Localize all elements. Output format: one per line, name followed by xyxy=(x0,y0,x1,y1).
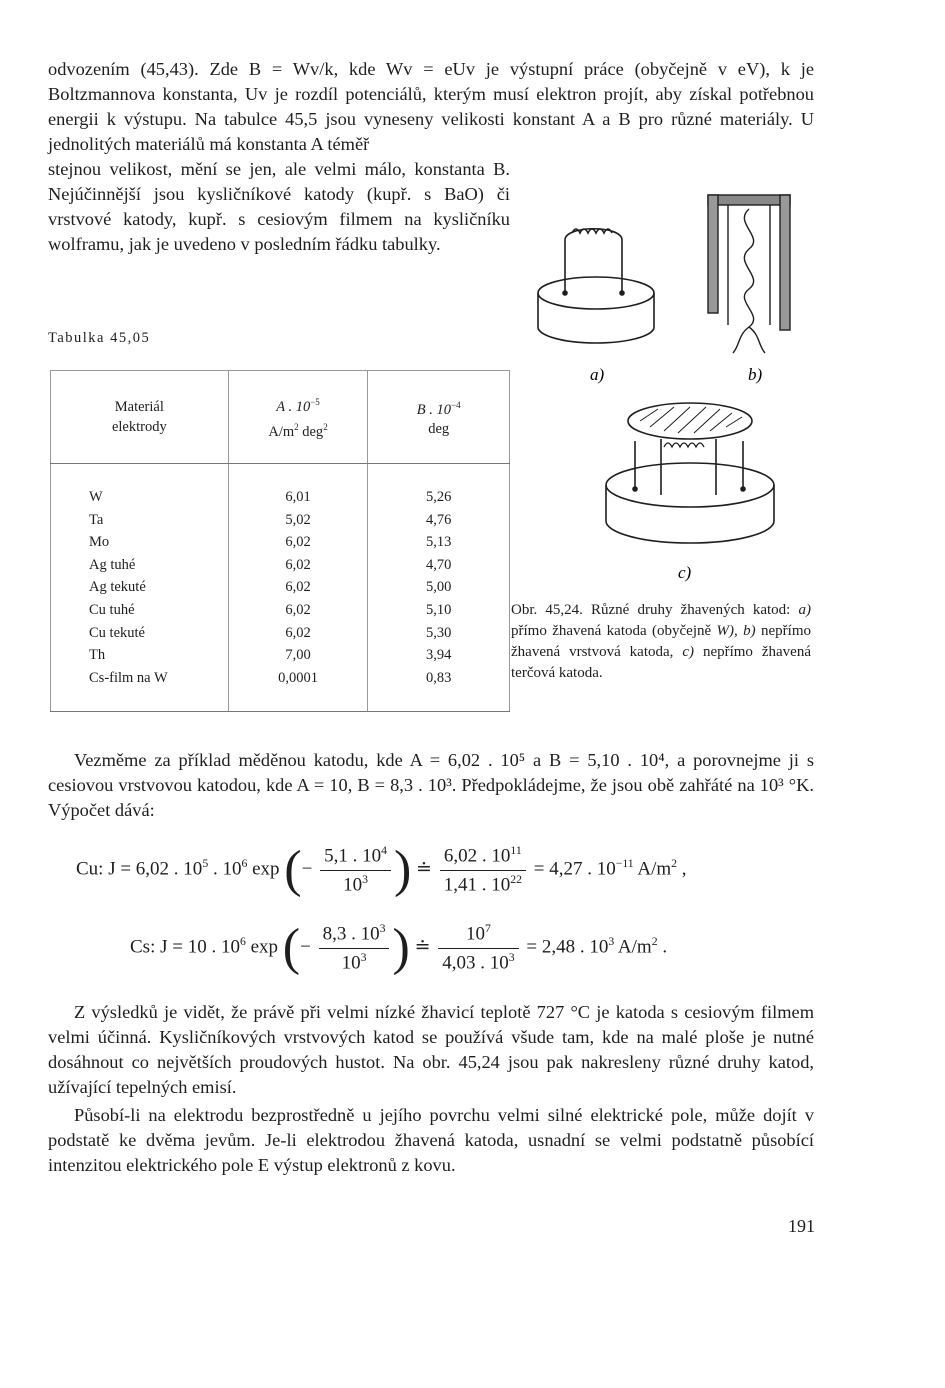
conclusion-paragraph: Z výsledků je vidět, že právě při velmi nízké žhavicí teplotě 727 °C je katoda s cesiovým filmem velmi účinná. Kysličníkových vrstvových katod se používá všude tam, kde na malé ploše je nutné dosáhnout co největších proudových hustot. Na obr. 45,24 jsou pak nakresleny různé druhy katod, užívající tepelných emisí. xyxy=(48,1002,814,1097)
header-b-exp: −4 xyxy=(451,399,461,410)
eq-cs-lhs-exp: 6 xyxy=(239,935,246,949)
b-cell: 5,26 xyxy=(425,489,452,505)
eq-cu-paren-open: ( xyxy=(284,841,302,898)
b-cell: 5,13 xyxy=(425,534,452,551)
example-paragraph: Vezměme za příklad měděnou katodu, kde A = 6,02 . 10⁵ a B = 5,10 . 10⁴, a porovnejme ji s cesiovou vrstvovou katodou, kde A = 10, B = 8,3 . 10³. Předpokládejme, že jsou obě zahřáté na 10³ °K. Výpočet dává: xyxy=(48,750,814,820)
eq-cu-tail: , xyxy=(677,858,687,880)
eq-cs-paren-close: ) xyxy=(392,919,410,976)
eq-cs-den-exp: 3 xyxy=(360,950,367,964)
eq-cu-den-exp: 3 xyxy=(362,872,368,886)
header-material-line1: Materiál xyxy=(114,399,164,415)
material-cell: Ta xyxy=(89,511,104,528)
material-cell: Mo xyxy=(89,534,110,551)
a-cell: 6,02 xyxy=(285,579,311,596)
eq-cs-num2: 10 xyxy=(465,923,485,945)
eq-cu-num2: 6,02 . 10 xyxy=(443,845,511,867)
eq-cu-unit: A/m xyxy=(633,858,672,880)
header-material-line2: elektrody xyxy=(111,419,167,435)
eq-cu-frac2 xyxy=(440,844,526,896)
eq-cs-paren-open: ( xyxy=(282,919,301,976)
header-b xyxy=(368,371,510,464)
a-cell: 5,02 xyxy=(285,511,311,528)
caption-w: W xyxy=(716,623,730,639)
a-cell: 6,02 xyxy=(285,534,311,551)
eq-cs-tail: . xyxy=(657,936,668,958)
header-b-unit: deg xyxy=(428,421,450,438)
table-caption: Tabulka 45,05 xyxy=(48,330,151,346)
cathode-c-drawing xyxy=(606,403,774,543)
caption-start: Obr. 45,24. Různé druhy žhavených katod: xyxy=(511,602,799,618)
b-cell: 5,30 xyxy=(425,624,452,641)
eq-cs-result: = 2,48 . 10 xyxy=(526,936,609,958)
a-cell: 6,02 xyxy=(285,624,311,641)
field-paragraph: Působí-li na elektrodu bezprostředně u jejího povrchu velmi silné elektrické pole, může dojít v podstatě ke dvěma jevům. Je-li elektrodou žhavená katoda, usnadní se velmi podstatně působící intenzitou elektrického pole E výstup elektronů z kovu. xyxy=(48,1105,814,1175)
materials-table xyxy=(50,370,510,712)
table-header-row xyxy=(51,371,510,464)
b-cell: 5,00 xyxy=(425,579,452,596)
material-cell: Cu tuhé xyxy=(89,601,135,618)
cathode-b-drawing xyxy=(708,195,790,353)
eq-cu-den2-exp: 22 xyxy=(510,872,522,886)
eq-cu-paren-close: ) xyxy=(393,841,412,898)
header-a-unit-tail-exp: 2 xyxy=(323,422,328,432)
a-cell: 0,0001 xyxy=(278,669,318,686)
eq-cs-den2: 4,03 . 10 xyxy=(442,951,509,973)
label-c: c) xyxy=(678,563,692,582)
eq-cu-exp: exp xyxy=(247,858,280,880)
eq-cs-unit-exp: 2 xyxy=(651,935,658,949)
header-a-top: A . 10 xyxy=(276,399,311,415)
eq-cs-frac1 xyxy=(319,922,390,974)
header-a-unit: A/m xyxy=(268,423,295,440)
a-column xyxy=(228,464,368,712)
eq-cu-lhs-exp: 5 xyxy=(202,857,209,871)
eq-cs-minus: − xyxy=(300,936,311,958)
caption-a-text: přímo žhavená katoda (obyčejně xyxy=(511,623,717,639)
b-cell: 3,94 xyxy=(425,647,452,664)
header-material xyxy=(51,371,229,464)
material-cell: Cs-film na W xyxy=(89,669,168,686)
table-body-row xyxy=(51,464,510,712)
b-cell: 4,76 xyxy=(425,511,452,528)
intro-text: odvozením (45,43). Zde B = Wv/k, kde Wv = eUv je výstupní práce (obyčejně v eV), k je Boltzmannova konstanta, Uv je rozdíl potenciálů, kterým musí elektron projít, aby získal potřebnou energii k výstupu. Na tabulce 45,5 jsou vyneseny velikosti konstant A a B pro různé materiály. U jednolitých materiálů má konstanta A téměř xyxy=(48,59,814,154)
page-number: 191 xyxy=(788,1216,815,1236)
a-cell: 6,02 xyxy=(285,556,311,573)
eq-cu-frac1 xyxy=(320,844,391,896)
header-b-top: B . 10 xyxy=(416,401,452,418)
eq-cs-num: 8,3 . 10 xyxy=(322,923,380,945)
header-a-exp: −5 xyxy=(310,397,320,408)
eq-cu-den: 10 xyxy=(343,873,363,895)
a-cell: 6,02 xyxy=(285,601,311,618)
header-a xyxy=(228,371,368,464)
caption-a: a) xyxy=(798,602,811,618)
eq-cs-den2-exp: 3 xyxy=(508,950,515,964)
caption-c: c) xyxy=(682,644,694,660)
intro-narrow-paragraph: stejnou velikost, mění se jen, ale velmi málo, konstanta B. Nejúčinnější jsou kysličníkové katody (kupř. s BaO) či vrstvové katody, kupř. s cesiovým filmem na kysličníku wolframu, jak je uvedeno v posledním řádku tabulky. xyxy=(48,159,510,254)
eq-cu-unit-exp: 2 xyxy=(671,857,678,871)
b-cell: 5,10 xyxy=(425,601,452,618)
b-cell: 4,70 xyxy=(425,556,452,573)
label-b: b) xyxy=(748,365,763,384)
eq-cs-approx: ≐ xyxy=(414,936,431,958)
material-cell: Th xyxy=(89,647,106,664)
header-a-unit-tail: deg xyxy=(298,423,324,440)
eq-cs-den: 10 xyxy=(341,951,361,973)
eq-cu-num2-exp: 11 xyxy=(510,844,522,858)
eq-cs-result-exp: 3 xyxy=(608,935,615,949)
eq-cu-result-exp: −11 xyxy=(615,857,634,871)
eq-cu-minus: − xyxy=(301,858,313,880)
caption-b-text: nepřímo žhavená vrstvová katoda, xyxy=(511,623,811,660)
eq-cu-lhs: Cu: J = 6,02 . 10 xyxy=(76,858,203,880)
caption-c-text: nepřímo žhavená terčová katoda. xyxy=(511,644,811,681)
eq-cs-unit: A/m xyxy=(614,936,652,958)
label-a: a) xyxy=(590,365,605,384)
header-a-unit-exp: 2 xyxy=(294,422,299,432)
eq-cu-den2: 1,41 . 10 xyxy=(443,873,511,895)
eq-cs-num-exp: 3 xyxy=(379,922,386,936)
material-column xyxy=(51,464,229,712)
cathode-figure xyxy=(518,185,818,595)
b-cell: 0,83 xyxy=(425,669,452,686)
eq-cs-exp: exp xyxy=(245,936,279,958)
eq-cu-num-exp: 4 xyxy=(381,844,387,858)
eq-cu-approx: ≐ xyxy=(416,858,432,880)
material-cell: Ag tuhé xyxy=(89,556,136,573)
intro-paragraph xyxy=(48,57,814,157)
b-column xyxy=(368,464,510,712)
cathode-a-drawing xyxy=(538,229,654,343)
equation-cs xyxy=(130,919,668,976)
equation-cu xyxy=(76,841,687,898)
eq-cs-lhs: Cs: J = 10 . 10 xyxy=(130,936,240,958)
material-cell: W xyxy=(89,489,103,505)
eq-cu-lhs-mid-exp: 6 xyxy=(241,857,248,871)
material-cell: Cu tekuté xyxy=(89,624,145,641)
a-cell: 7,00 xyxy=(285,647,311,664)
eq-cs-frac2 xyxy=(438,922,518,974)
a-cell: 6,01 xyxy=(285,489,311,505)
eq-cu-lhs-mid: . 10 xyxy=(208,858,242,880)
eq-cu-result: = 4,27 . 10 xyxy=(533,858,616,880)
material-cell: Ag tekuté xyxy=(89,579,146,596)
figure-caption xyxy=(511,600,811,684)
caption-b: ), b) xyxy=(729,623,756,639)
eq-cs-num2-exp: 7 xyxy=(484,922,491,936)
eq-cu-num: 5,1 . 10 xyxy=(324,845,382,867)
